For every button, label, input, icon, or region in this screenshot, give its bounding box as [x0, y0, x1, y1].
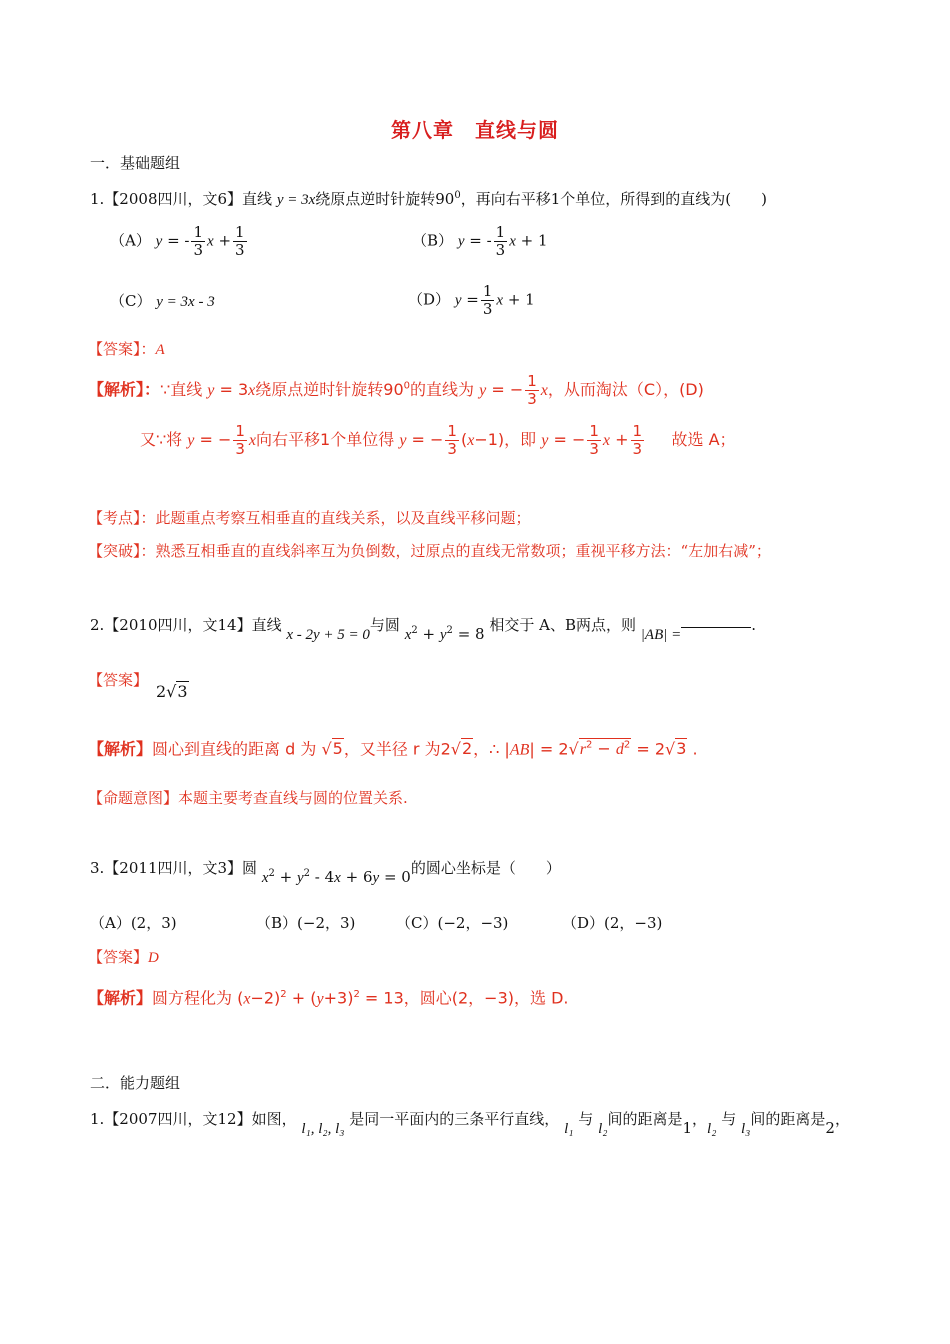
q3-option-d: （D）(2，−3) [562, 914, 663, 932]
q3-option-a: （A）(2，3) [90, 914, 177, 932]
option-d: （D） y = $\frac{1}{3}$ x + 1 [408, 282, 535, 318]
question-3-stem: 3.【2011四川，文3】圆 $x^2 + y^2 - 4x + 6y = 0$的圆心坐标是（ ） [90, 859, 561, 886]
question-4-stem: 1.【2007四川，文12】如图， l₁, l₂, l₃ 是同一平面内的三条平行直线， l₁ 与 l₂间的距离是1，l₂ 与 l₃间的距离是2， [90, 1110, 850, 1137]
question-2-stem: 2.【2010四川，文14】直线 x - 2y + 5 = 0与圆 $x^2 + y^2 = 8$ 相交于 A、B两点，则 |AB| =. [90, 616, 757, 643]
analysis-1-line-1: 【解析】：∵直线 y = 3x绕原点逆时针旋转$90^0$的直线为 y = − $\frac{1}{3}$ x，从而淘汰（C），(D) [88, 372, 704, 408]
answer-3: 【答案】D [88, 948, 159, 966]
chapter-title: 第八章 直线与圆 [391, 118, 559, 142]
tupo-1: 【突破】：熟悉互相垂直的直线斜率互为负倒数，过原点的直线无常数项；重视平移方法：“左加右减”； [88, 542, 771, 560]
option-b: （B） y = - $\frac{1}{3}$ x + 1 [412, 223, 548, 259]
q3-option-c: （C）(−2，−3) [396, 914, 509, 932]
section-heading-basic: 一．基础题组 [90, 154, 181, 172]
answer-2-label: 【答案】 [88, 671, 149, 689]
intent-2: 【命题意图】本题主要考查直线与圆的位置关系. [88, 789, 408, 807]
option-c: （C） y = 3x - 3 [110, 292, 215, 310]
analysis-3: 【解析】圆方程化为 $(x-2)^2 + (y+3)^2 = 13$，圆心(2，−3)，选 D. [88, 988, 569, 1008]
option-a: （A） y = - $\frac{1}{3}$ x + $\frac{1}{3}$ [110, 223, 245, 259]
answer-1: 【答案】：A [88, 340, 165, 358]
question-1-stem: 1.【2008四川，文6】直线 y = 3x绕原点逆时针旋转$90^0$，再向右平移1个单位，所得到的直线为( ) [90, 190, 767, 208]
section-heading-ability: 二．能力题组 [90, 1074, 181, 1092]
analysis-2: 【解析】圆心到直线的距离 d 为 √5，又半径 r 为2√2，∴ $|AB| = 2√r^2 - d^2 = 2√3$ . [88, 739, 698, 759]
answer-blank [681, 627, 751, 628]
kaodian-1: 【考点】：此题重点考察互相垂直的直线关系，以及直线平移问题； [88, 509, 531, 527]
q3-option-b: （B）(−2，3) [256, 914, 356, 932]
analysis-1-line-2: 又∵将 y = − $\frac{1}{3}$ x向右平移1个单位得 y = − $\frac{1}{3}$ (x−1)，即 y = − $\frac{1}{3}$ x + $\frac{1}{3}$ 故选 A； [140, 422, 736, 458]
answer-2-value: 2√3 [156, 682, 188, 701]
